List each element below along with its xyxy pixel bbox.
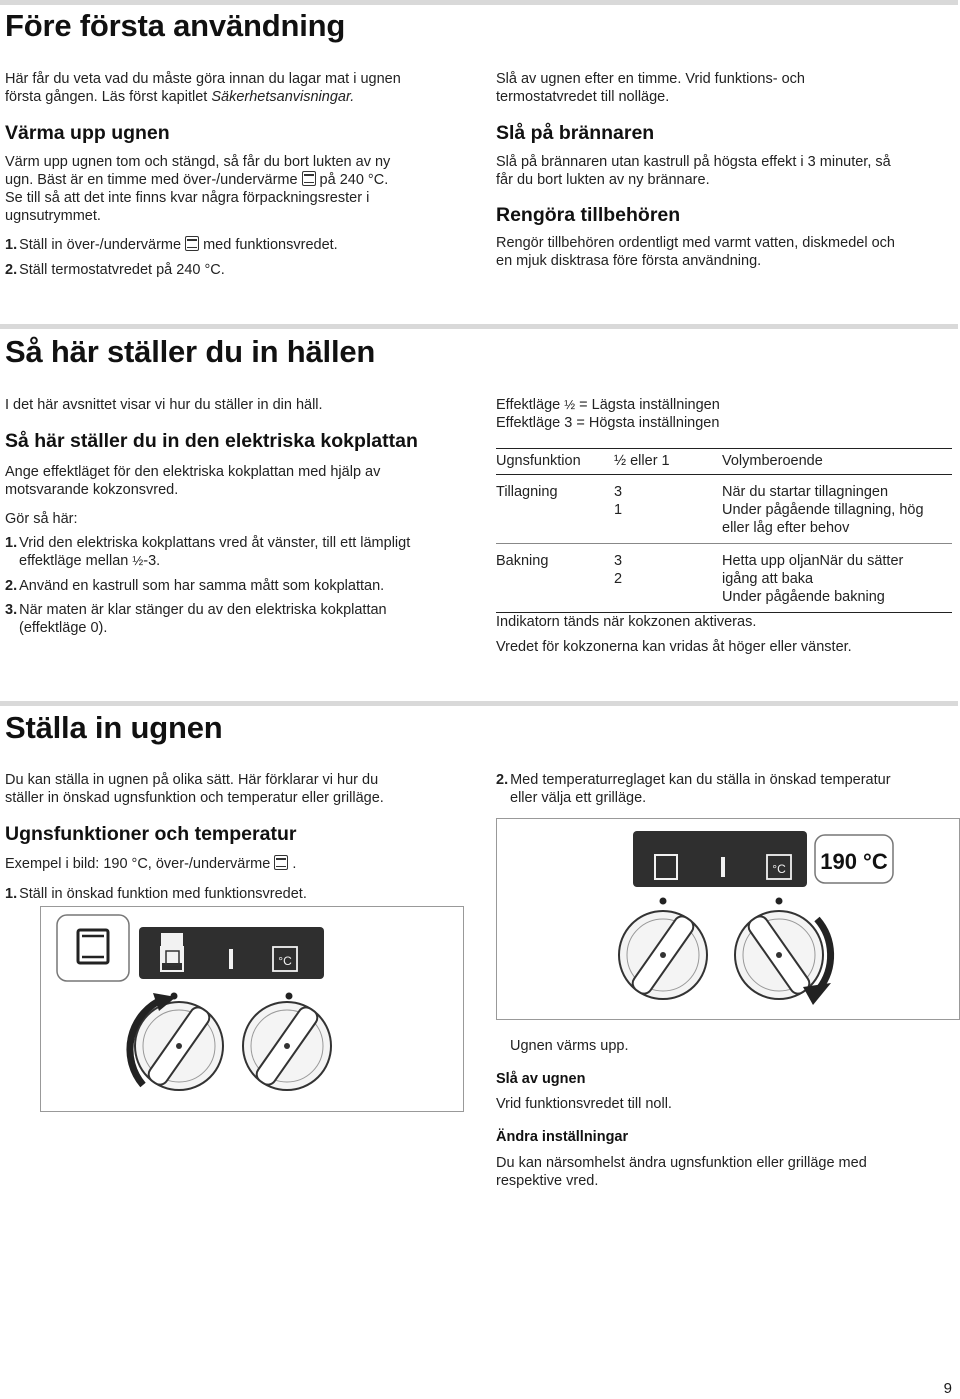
- power-level-lowest: Effektläge ½ = Lägsta inställningen: [496, 397, 720, 413]
- table-cell: När du startar tillagningen: [722, 484, 889, 500]
- paragraph-line: Gör så här:: [5, 511, 78, 527]
- step-item: 1. Ställ in önskad funktion med funktionsvredet.: [5, 886, 307, 902]
- top-bottom-heat-icon: [274, 855, 288, 870]
- table-cell: 1: [614, 502, 623, 518]
- note-line: Indikatorn tänds när kokzonen aktiveras.: [496, 614, 757, 630]
- paragraph-line: Se till så att det inte finns kvar några förpackningsrester i: [5, 190, 370, 206]
- table-cell: [496, 519, 614, 544]
- paragraph-line: Rengör tillbehören ordentligt med varmt vatten, diskmedel och: [496, 235, 895, 251]
- intro-line: ställer in önskad ugnsfunktion och temperatur eller grilläge.: [5, 790, 384, 806]
- paragraph-line: Ange effektläget för den elektriska kokplattan med hjälp av: [5, 464, 381, 480]
- table-header: ½ eller 1: [614, 449, 722, 475]
- heading-burner: Slå på brännaren: [496, 122, 655, 144]
- table-cell: igång att baka: [722, 571, 814, 587]
- table-cell: Tillagning: [496, 484, 558, 500]
- heading-clean-accessories: Rengöra tillbehören: [496, 204, 681, 226]
- table-cell: Under pågående tillagning, hög: [722, 502, 924, 518]
- intro-line: Här får du veta vad du måste göra innan du lagar mat i ugnen: [5, 71, 401, 87]
- note-line: Vredet för kokzonerna kan vridas åt höger eller vänster.: [496, 639, 852, 655]
- status-line: Ugnen värms upp.: [510, 1038, 629, 1054]
- step-item: 3. När maten är klar stänger du av den elektriska kokplattan: [5, 602, 387, 618]
- celsius-icon: °C: [278, 954, 292, 968]
- step-item: 2. Använd en kastrull som har samma mått som kokplattan.: [5, 578, 385, 594]
- table-header: Volymberoende: [722, 449, 952, 475]
- temperature-knob-illustration: [497, 819, 959, 1019]
- function-callout: [57, 915, 129, 981]
- table-cell: [496, 501, 614, 519]
- power-indicator-icon: [229, 949, 233, 969]
- table-cell: Under pågående bakning: [722, 588, 952, 613]
- step-item: 1. Ställ in över-/undervärme med funktionsvredet.: [5, 237, 338, 253]
- table-header-row: [496, 449, 952, 475]
- paragraph-line: respektive vred.: [496, 1173, 599, 1189]
- heading-change-settings: Ändra inställningar: [496, 1129, 629, 1145]
- heading-electric-plate: Så här ställer du in den elektriska kokplattan: [5, 430, 418, 452]
- table-row: [496, 475, 952, 502]
- function-knob-figure: [40, 906, 464, 1112]
- section-divider: [0, 701, 958, 706]
- table-cell: eller låg efter behov: [722, 519, 952, 544]
- paragraph-line: ugn. Bäst är en timme med över-/undervärme på 240 °C.: [5, 172, 389, 188]
- step-item: 2. Ställ termostatvredet på 240 °C.: [5, 262, 225, 278]
- temperature-knob-figure: [496, 818, 960, 1020]
- step-item-continued: (effektläge 0).: [19, 620, 108, 636]
- power-level-highest: Effektläge 3 = Högsta inställningen: [496, 415, 720, 431]
- paragraph-line: Vrid funktionsvredet till noll.: [496, 1096, 672, 1112]
- step-item-continued: eller välja ett grilläge.: [510, 790, 647, 806]
- paragraph-line: Slå av ugnen efter en timme. Vrid funktions- och: [496, 71, 805, 87]
- celsius-icon: °C: [772, 862, 786, 876]
- power-indicator-icon: [721, 857, 725, 877]
- table-row: [496, 588, 952, 613]
- top-bottom-heat-icon: [185, 236, 199, 251]
- paragraph-line: Slå på brännaren utan kastrull på högsta effekt i 3 minuter, så: [496, 154, 891, 170]
- heading-oven-functions: Ugnsfunktioner och temperatur: [5, 823, 297, 845]
- top-bottom-heat-icon: [302, 171, 316, 186]
- example-line: Exempel i bild: 190 °C, över-/undervärme .: [5, 856, 297, 872]
- paragraph-line: får du bort lukten av ny brännare.: [496, 172, 710, 188]
- step-item: 1. Vrid den elektriska kokplattans vred åt vänster, till ett lämpligt: [5, 535, 411, 551]
- paragraph-line: ugnsutrymmet.: [5, 208, 101, 224]
- table-row: [496, 570, 952, 588]
- section-title-set-oven: Ställa in ugnen: [5, 710, 223, 745]
- indicator-dot: [776, 898, 783, 905]
- section-divider: [0, 0, 958, 5]
- intro-line: första gången. Läs först kapitlet Säkerhetsanvisningar.: [5, 89, 355, 105]
- table-row: [496, 501, 952, 519]
- indicator-dot: [660, 898, 667, 905]
- paragraph-line: Du kan närsomhelst ändra ugnsfunktion eller grilläge med: [496, 1155, 867, 1171]
- table-row: [496, 519, 952, 544]
- intro-line: I det här avsnittet visar vi hur du ställer in din häll.: [5, 397, 323, 413]
- paragraph-line: en mjuk disktrasa före första användning.: [496, 253, 762, 269]
- table-cell: 3: [614, 484, 623, 500]
- step-item: 2. Med temperaturreglaget kan du ställa in önskad temperatur: [496, 772, 891, 788]
- table-header: Ugnsfunktion: [496, 449, 614, 475]
- table-cell: [614, 588, 722, 613]
- table-cell: Hetta upp oljanNär du sätter: [722, 553, 904, 569]
- heading-turn-off-oven: Slå av ugnen: [496, 1071, 586, 1087]
- intro-line: Du kan ställa in ugnen på olika sätt. Här förklarar vi hur du: [5, 772, 379, 788]
- table-cell: [614, 519, 722, 544]
- heading-heat-oven: Värma upp ugnen: [5, 122, 170, 144]
- section-divider: [0, 324, 958, 329]
- section-title-hob: Så här ställer du in hällen: [5, 334, 376, 369]
- table-cell: 2: [614, 571, 623, 587]
- indicator-dot: [286, 993, 293, 1000]
- paragraph-line: motsvarande kokzonsvred.: [5, 482, 179, 498]
- paragraph-line: termostatvredet till nolläge.: [496, 89, 670, 105]
- function-knob-illustration: [41, 907, 463, 1111]
- cooking-table: [496, 448, 952, 613]
- table-cell: [496, 588, 614, 613]
- table-cell: Bakning: [496, 553, 549, 569]
- section-title-first-use: Före första användning: [5, 8, 346, 43]
- temperature-label: 190 °C: [820, 849, 888, 874]
- page-number: 9: [943, 1380, 952, 1397]
- paragraph-line: Värm upp ugnen tom och stängd, så får du bort lukten av ny: [5, 154, 391, 170]
- table-cell: 3: [614, 553, 623, 569]
- table-cell: [496, 570, 614, 588]
- step-item-continued: effektläge mellan ½-3.: [19, 553, 161, 569]
- table-row: [496, 544, 952, 571]
